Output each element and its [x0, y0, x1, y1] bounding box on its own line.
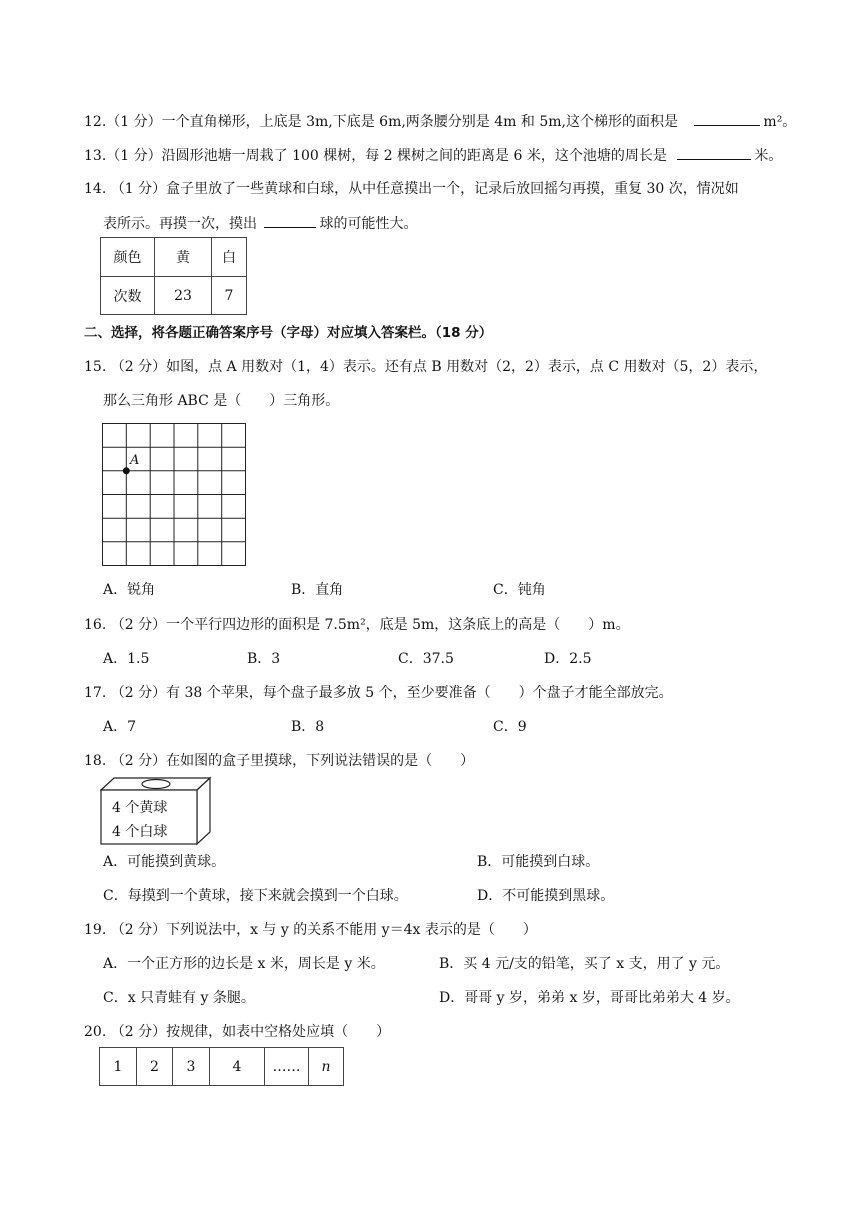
question-number: 13. — [84, 148, 107, 164]
ball-box-figure — [100, 776, 212, 846]
table-cell: 1 — [100, 1048, 137, 1086]
question-15-line2: 那么三角形 ABC 是（ ）三角形。 — [103, 393, 340, 409]
option-b[interactable]: B．可能摸到白球。 — [477, 854, 600, 870]
option-b[interactable]: B．3 — [247, 651, 281, 667]
question-text: 球的可能性大。 — [319, 216, 418, 232]
table-cell: 2 — [137, 1048, 173, 1086]
question-number: 18. — [84, 753, 107, 769]
option-a[interactable]: A．一个正方形的边长是 x 米，周长是 y 米。 — [103, 956, 385, 972]
table-cell: 7 — [212, 277, 247, 315]
option-d[interactable]: D．哥哥 y 岁，弟弟 x 岁，哥哥比弟弟大 4 岁。 — [439, 990, 740, 1006]
option-c[interactable]: C．每摸到一个黄球，接下来就会摸到一个白球。 — [103, 888, 408, 904]
question-text: （1 分）盒子里放了一些黄球和白球，从中任意摸出一个，记录后放回摇匀再摸，重复 30 次，情况如 — [110, 181, 739, 197]
question-17 — [84, 683, 673, 703]
option-a[interactable]: A．7 — [103, 719, 137, 735]
question-number: 16. — [84, 617, 107, 633]
q14-table — [100, 237, 247, 315]
option-c[interactable]: C．钝角 — [493, 582, 546, 598]
question-16 — [84, 615, 630, 635]
point-a-dot — [123, 467, 130, 474]
question-18 — [84, 751, 474, 771]
question-text: 表所示。再摸一次，摸出 — [103, 216, 257, 232]
question-text: （2 分）下列说法中，x 与 y 的关系不能用 y＝4x 表示的是（ ） — [110, 922, 537, 938]
question-text: （2 分）在如图的盒子里摸球，下列说法错误的是（ ） — [110, 753, 475, 769]
question-number: 17. — [84, 685, 107, 701]
question-13 — [84, 145, 782, 166]
box-label-white: 4 个白球 — [112, 824, 168, 840]
question-number: 14. — [84, 181, 107, 197]
question-text: （2 分）按规律，如表中空格处应填（ ） — [110, 1024, 391, 1040]
table-cell: 3 — [173, 1048, 210, 1086]
question-number: 19. — [84, 922, 107, 938]
option-c[interactable]: C．x 只青蛙有 y 条腿。 — [103, 990, 255, 1006]
table-cell: 23 — [155, 277, 212, 315]
option-b[interactable]: B．8 — [291, 719, 325, 735]
question-number: 15. — [84, 359, 107, 375]
question-text: （2 分）一个平行四边形的面积是 7.5m²，底是 5m，这条底上的高是（ ）m。 — [110, 617, 630, 633]
section-heading: 二、选择，将各题正确答案序号（字母）对应填入答案栏。（18 分） — [84, 325, 493, 341]
option-d[interactable]: D．2.5 — [544, 651, 592, 667]
question-19 — [84, 920, 537, 940]
table-cell: n — [309, 1048, 344, 1086]
option-b[interactable]: B．直角 — [291, 582, 344, 598]
option-c[interactable]: C．37.5 — [398, 651, 454, 667]
coordinate-grid — [100, 422, 248, 568]
option-a[interactable]: A．锐角 — [103, 582, 156, 598]
table-cell: 黄 — [155, 238, 212, 277]
option-b[interactable]: B．买 4 元/支的铅笔，买了 x 支，用了 y 元。 — [439, 956, 730, 972]
question-number: 12. — [84, 114, 107, 130]
option-a[interactable]: A．1.5 — [103, 651, 150, 667]
question-text: （1 分）一个直角梯形，上底是 3m,下底是 6m,两条腰分别是 4m 和 5m,这个梯形的面积是 — [106, 114, 678, 130]
question-15 — [84, 357, 767, 377]
question-14-line2 — [103, 213, 417, 234]
table-cell: 次数 — [101, 277, 155, 315]
unit-label: m²。 — [763, 114, 797, 130]
question-14 — [84, 179, 739, 199]
box-label-yellow: 4 个黄球 — [112, 800, 168, 816]
table-cell: 4 — [210, 1048, 265, 1086]
unit-label: 米。 — [754, 148, 783, 164]
table-cell: 颜色 — [101, 238, 155, 277]
question-text: （1 分）沿圆形池塘一周栽了 100 棵树，每 2 棵树之间的距离是 6 米，这个池塘的周长是 — [106, 148, 667, 164]
option-d[interactable]: D．不可能摸到黑球。 — [477, 888, 615, 904]
answer-blank[interactable] — [264, 213, 316, 228]
answer-blank[interactable] — [677, 145, 751, 160]
option-a[interactable]: A．可能摸到黄球。 — [103, 854, 226, 870]
answer-blank[interactable] — [694, 111, 760, 126]
point-a-label: A — [130, 453, 140, 468]
question-number: 20. — [84, 1024, 107, 1040]
question-20 — [84, 1022, 390, 1042]
q20-table — [99, 1047, 344, 1086]
question-12 — [84, 111, 796, 132]
table-cell: …… — [265, 1048, 309, 1086]
question-text: （2 分）如图，点 A 用数对（1，4）表示。还有点 B 用数对（2，2）表示，点 C 用数对（5，2）表示， — [110, 359, 768, 375]
option-c[interactable]: C．9 — [493, 719, 527, 735]
table-cell: 白 — [212, 238, 247, 277]
question-text: （2 分）有 38 个苹果，每个盘子最多放 5 个，至少要准备（ ）个盘子才能全部放完。 — [110, 685, 673, 701]
